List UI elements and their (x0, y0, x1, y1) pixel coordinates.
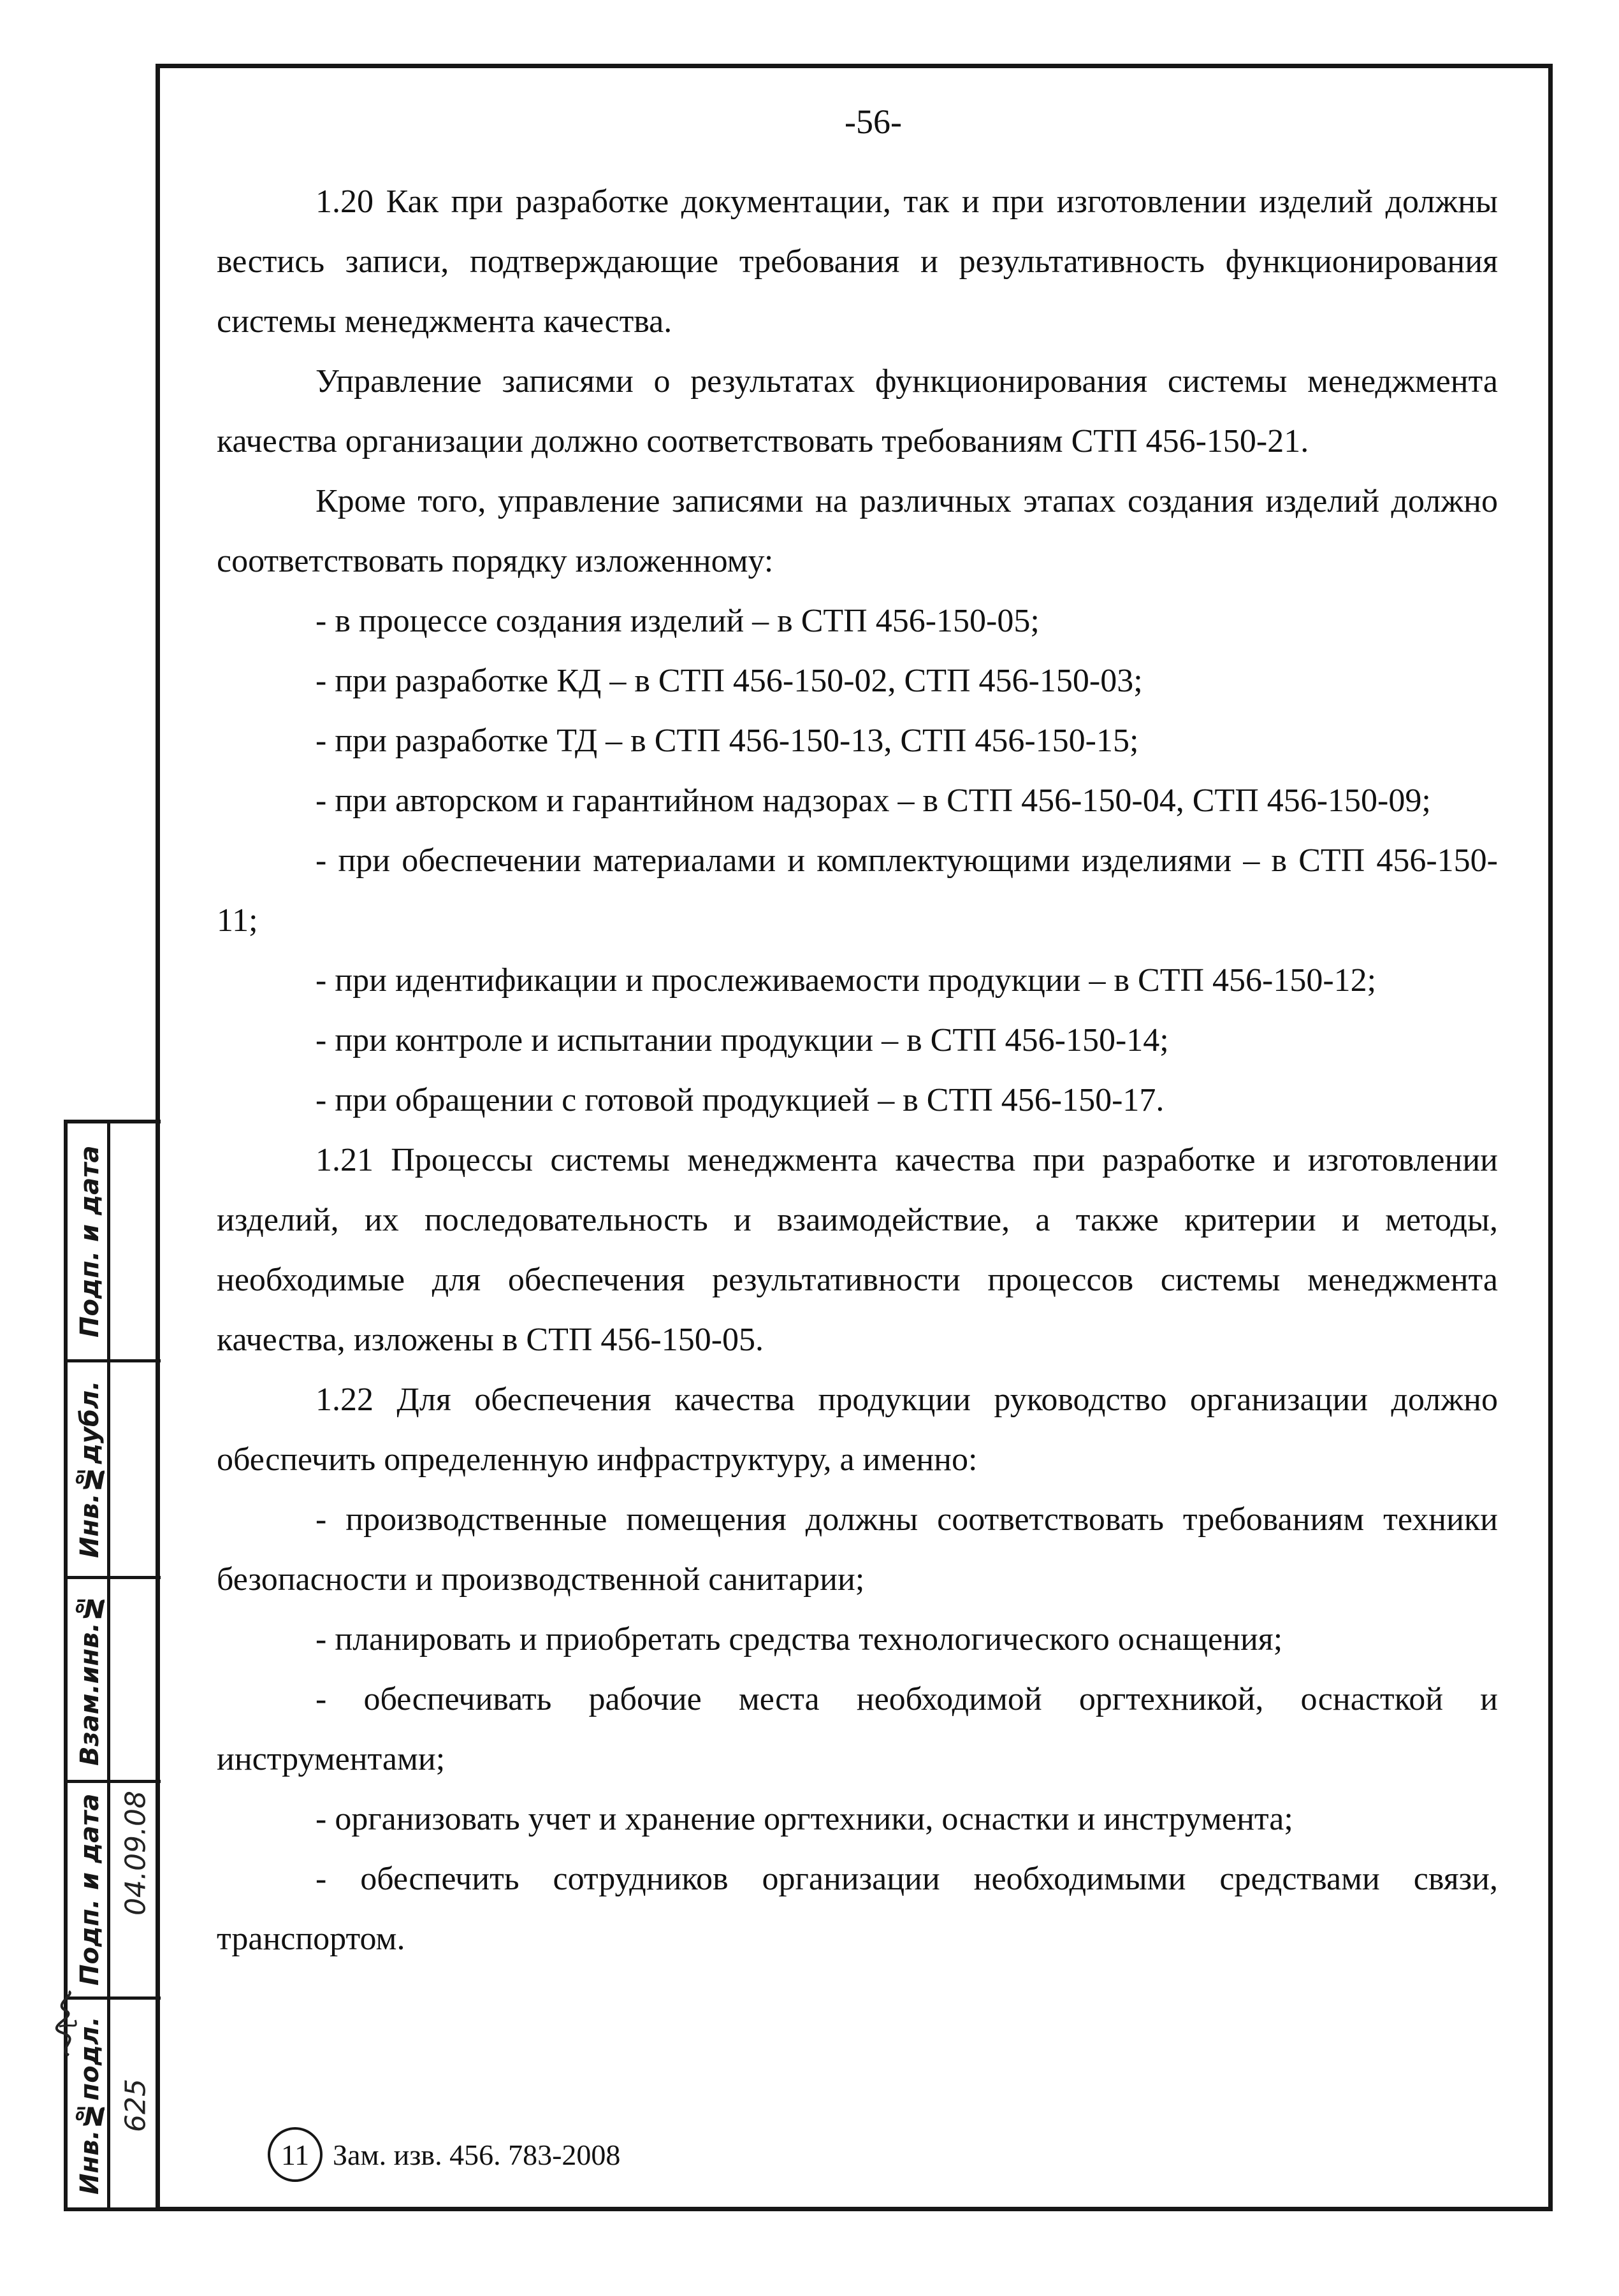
list-item: - при идентификации и прослеживаемости продукции – в СТП 456-150-12; (316, 962, 1377, 999)
list-item: - при авторском и гарантийном надзорах – в СТП 456-150-04, СТП 456-150-09; (316, 783, 1431, 819)
paragraph-1-21: 1.21 Процессы системы менеджмента качества при разработке и изготовлении изделий, их последовательность и взаимодействие, а также критерии и методы, необходимые для обеспечения результативности процессов системы менеджмента качества, изложены в СТП 456-150-05. (217, 1142, 1498, 1358)
document-body (217, 172, 1498, 1969)
list-item: - планировать и приобретать средства технологического оснащения; (316, 1621, 1283, 1657)
list-item: - при разработке ТД – в СТП 456-150-13, СТП 456-150-15; (316, 723, 1139, 759)
paragraph-1-22: 1.22 Для обеспечения качества продукции руководство организации должно обеспечить определенную инфраструктуру, а именно: (217, 1382, 1498, 1478)
list-item: - при разработке КД – в СТП 456-150-02, СТП 456-150-03; (316, 663, 1143, 699)
list-item: - обеспечить сотрудников организации необходимыми средствами связи, транспортом. (217, 1861, 1498, 1957)
page-number: -56- (845, 103, 902, 141)
stamp-divider (107, 1123, 110, 2207)
list-item: - организовать учет и хранение оргтехники, оснастки и инструмента; (316, 1801, 1293, 1837)
paragraph-records-order: Кроме того, управление записями на различных этапах создания изделий должно соответствовать порядку изложенному: (217, 483, 1498, 579)
paragraph-records-management: Управление записями о результатах функционирования системы менеджмента качества организации должно соответствовать требованиям СТП 456-150-21. (217, 363, 1498, 459)
list-item: - при обеспечении материалами и комплектующими изделиями – в СТП 456-150-11; (217, 842, 1498, 939)
list-item: - в процессе создания изделий – в СТП 456-150-05; (316, 603, 1040, 639)
stamp-date: 04.09.08 (119, 1791, 152, 1916)
stamp-inv-number: 625 (119, 2079, 152, 2132)
stamp-label-replaced-inv: Взам.инв.№ (75, 1593, 105, 1766)
list-item: - производственные помещения должны соответствовать требованиям техники безопасности и производственной санитарии; (217, 1501, 1498, 1598)
stamp-label-inv-original: Инв.№подл. (75, 2016, 105, 2195)
list-item: - при обращении с готовой продукцией – в СТП 456-150-17. (316, 1082, 1165, 1118)
list-item: - обеспечивать рабочие места необходимой оргтехникой, оснасткой и инструментами; (217, 1681, 1498, 1777)
signature-scribble (50, 1988, 88, 2058)
stamp-label-sign-date: Подп. и дата (75, 1793, 105, 1986)
list-item: - при контроле и испытании продукции – в СТП 456-150-14; (316, 1022, 1169, 1058)
revision-number: 11 (268, 2127, 323, 2182)
stamp-label-inv-duplicate: Инв.№дубл. (75, 1380, 105, 1558)
paragraph-1-20: 1.20 Как при разработке документации, так и при изготовлении изделий должны вестись записи, подтверждающие требования и результативность функционирования системы менеджмента качества. (217, 184, 1498, 340)
revision-note (268, 2127, 620, 2182)
stamp-label-sign-date-2: Подп. и дата (75, 1145, 105, 1338)
revision-text: Зам. изв. 456. 783-2008 (333, 2138, 621, 2171)
